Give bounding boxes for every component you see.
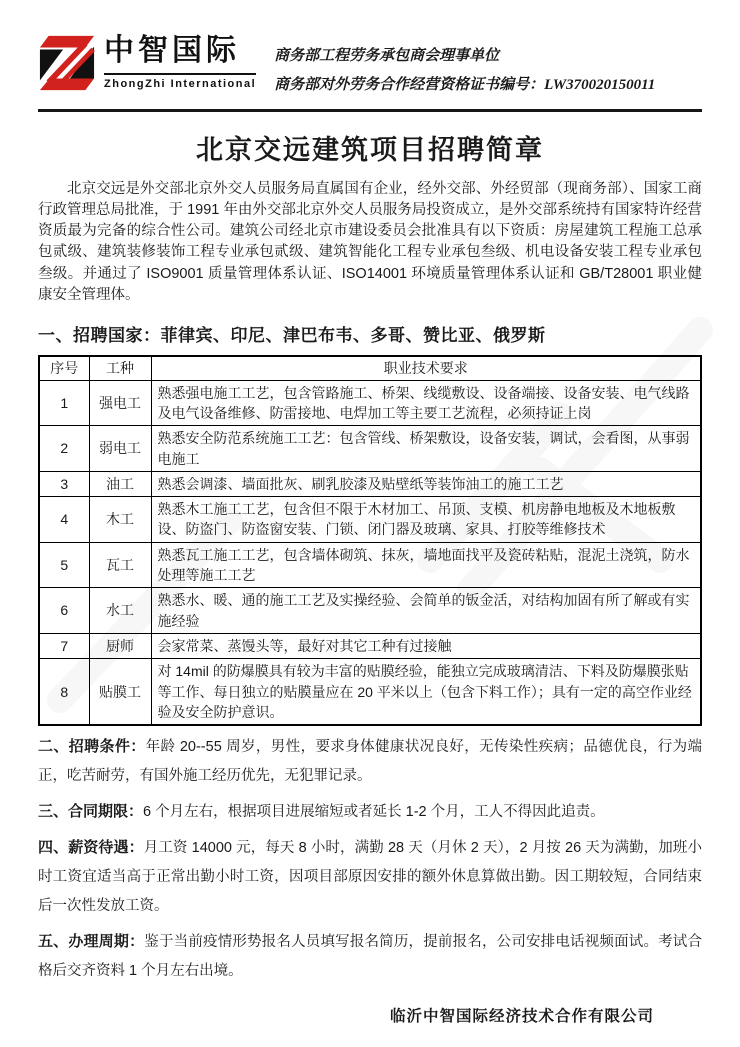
table-row	[39, 588, 701, 634]
section-label: 四、薪资待遇：	[38, 839, 144, 857]
row-requirements: 熟悉会调漆、墙面批灰、刷乳胶漆及贴壁纸等装饰油工的施工工艺	[151, 471, 701, 496]
row-no: 4	[39, 497, 89, 543]
row-requirements: 熟悉安全防范系统施工工艺：包含管线、桥架敷设，设备安装，调试，会看图，从事弱电施工	[151, 426, 701, 472]
table-row	[39, 471, 701, 496]
row-trade: 油工	[89, 471, 151, 496]
row-requirements: 对 14mil 的防爆膜具有较为丰富的贴膜经验，能独立完成玻璃清洁、下料及防爆膜张贴等工作、每日独立的贴膜量应在 20 平米以上（包含下料工作）；具有一定的高空作业经验及安全防护意识。	[151, 659, 701, 725]
section-text: 年龄 20--55 周岁，男性，要求身体健康状况良好，无传染性疾病；品德优良，行为端正，吃苦耐劳，有国外施工经历优先，无犯罪记录。	[38, 739, 702, 785]
section-recruit-conditions	[38, 732, 702, 791]
company-logo	[38, 34, 256, 92]
row-no: 1	[39, 380, 89, 426]
logo-cn-name: 中智国际	[104, 34, 240, 67]
credential-line-1: 商务部工程劳务承包商会理事单位	[274, 48, 500, 64]
table-row	[39, 633, 701, 658]
row-trade: 强电工	[89, 380, 151, 426]
row-requirements: 熟悉强电施工工艺，包含管路施工、桥架、线缆敷设、设备端接、设备安装、电气线路及电气设备维修、防雷接地、电焊加工等主要工艺流程，必须持证上岗	[151, 380, 701, 426]
company-signature: 临沂中智国际经济技术合作有限公司	[390, 1008, 655, 1026]
row-trade: 水工	[89, 588, 151, 634]
page-title: 北京交远建筑项目招聘简章	[196, 134, 544, 165]
section-processing-period	[38, 927, 702, 986]
table-row	[39, 426, 701, 472]
row-requirements: 熟悉水、暖、通的施工工艺及实操经验、会简单的钣金活，对结构加固有所了解或有实施经验	[151, 588, 701, 634]
countries-label: 一、招聘国家：	[38, 326, 161, 346]
table-row	[39, 659, 701, 725]
row-trade: 瓦工	[89, 542, 151, 588]
row-requirements: 会家常菜、蒸馒头等，最好对其它工种有过接触	[151, 633, 701, 658]
section-label: 三、合同期限：	[38, 803, 144, 821]
section-label: 二、招聘条件：	[38, 738, 146, 756]
row-requirements: 熟悉木工施工工艺，包含但不限于木材加工、吊顶、支模、机房静电地板及木地板敷设、防盗门、防盗窗安装、门锁、闭门器及玻璃、家具、打胶等维修技术	[151, 497, 701, 543]
countries-heading	[38, 321, 702, 346]
section-text: 月工资 14000 元，每天 8 小时，满勤 28 天（月休 2 天），2 月按 26 天为满勤，加班小时工资宜适当高于正常出勤小时工资，因项目部原因安排的额外休息算做出勤。因工期较短，合同结束后一次性发放工资。	[38, 840, 702, 915]
row-trade: 厨师	[89, 633, 151, 658]
section-contract-term	[38, 797, 702, 827]
row-trade: 木工	[89, 497, 151, 543]
section-text: 6 个月左右，根据项目进展缩短或者延长 1-2 个月，工人不得因此追责。	[143, 804, 605, 821]
row-no: 6	[39, 588, 89, 634]
section-text: 鉴于当前疫情形势报名人员填写报名简历，提前报名，公司安排电话视频面试。考试合格后交齐资料 1 个月左右出境。	[38, 934, 702, 980]
row-requirements: 熟悉瓦工施工工艺，包含墙体砌筑、抹灰，墙地面找平及瓷砖粘贴，混泥土浇筑，防水处理等施工工艺	[151, 542, 701, 588]
row-no: 8	[39, 659, 89, 725]
col-header-no: 序号	[39, 356, 89, 380]
countries-list: 菲律宾、印尼、津巴布韦、多哥、赞比亚、俄罗斯	[160, 326, 546, 346]
row-trade: 贴膜工	[89, 659, 151, 725]
section-salary	[38, 833, 702, 921]
row-trade: 弱电工	[89, 426, 151, 472]
jobs-table	[38, 355, 702, 726]
col-header-trade: 工种	[89, 356, 151, 380]
table-row	[39, 542, 701, 588]
zhongzhi-z-logo-icon	[38, 34, 96, 92]
logo-en-name: ZhongZhi International	[104, 73, 256, 90]
row-no: 3	[39, 471, 89, 496]
letterhead	[38, 34, 702, 101]
table-row	[39, 497, 701, 543]
credential-lines	[274, 34, 655, 101]
table-header-row	[39, 356, 701, 380]
credential-line-2: 商务部对外劳务合作经营资格证书编号：LW370020150011	[274, 77, 656, 94]
row-no: 7	[39, 633, 89, 658]
logo-text	[104, 34, 256, 90]
row-no: 5	[39, 542, 89, 588]
table-row	[39, 380, 701, 426]
header-divider	[38, 109, 702, 112]
company-intro-paragraph: 北京交远是外交部北京外交人员服务局直属国有企业，经外交部、外经贸部（现商务部）、国家工商行政管理总局批准，于 1991 年由外交部北京外交人员服务局投资成立，是外交部系统持有国家特许经营资质最为完备的综合性公司。建筑公司经北京市建设委员会批准具有以下资质：房屋建筑工程施工总承包贰级、建筑装修装饰工程专业承包贰级、建筑智能化工程专业承包叁级、机电设备安装工程专业承包叁级。并通过了 ISO9001 质量管理体系认证、ISO14001 环境质量管理体系认证和 GB/T28001 职业健康安全管理体。	[38, 180, 702, 304]
section-label: 五、办理周期：	[38, 933, 145, 951]
col-header-requirements: 职业技术要求	[151, 356, 701, 380]
row-no: 2	[39, 426, 89, 472]
